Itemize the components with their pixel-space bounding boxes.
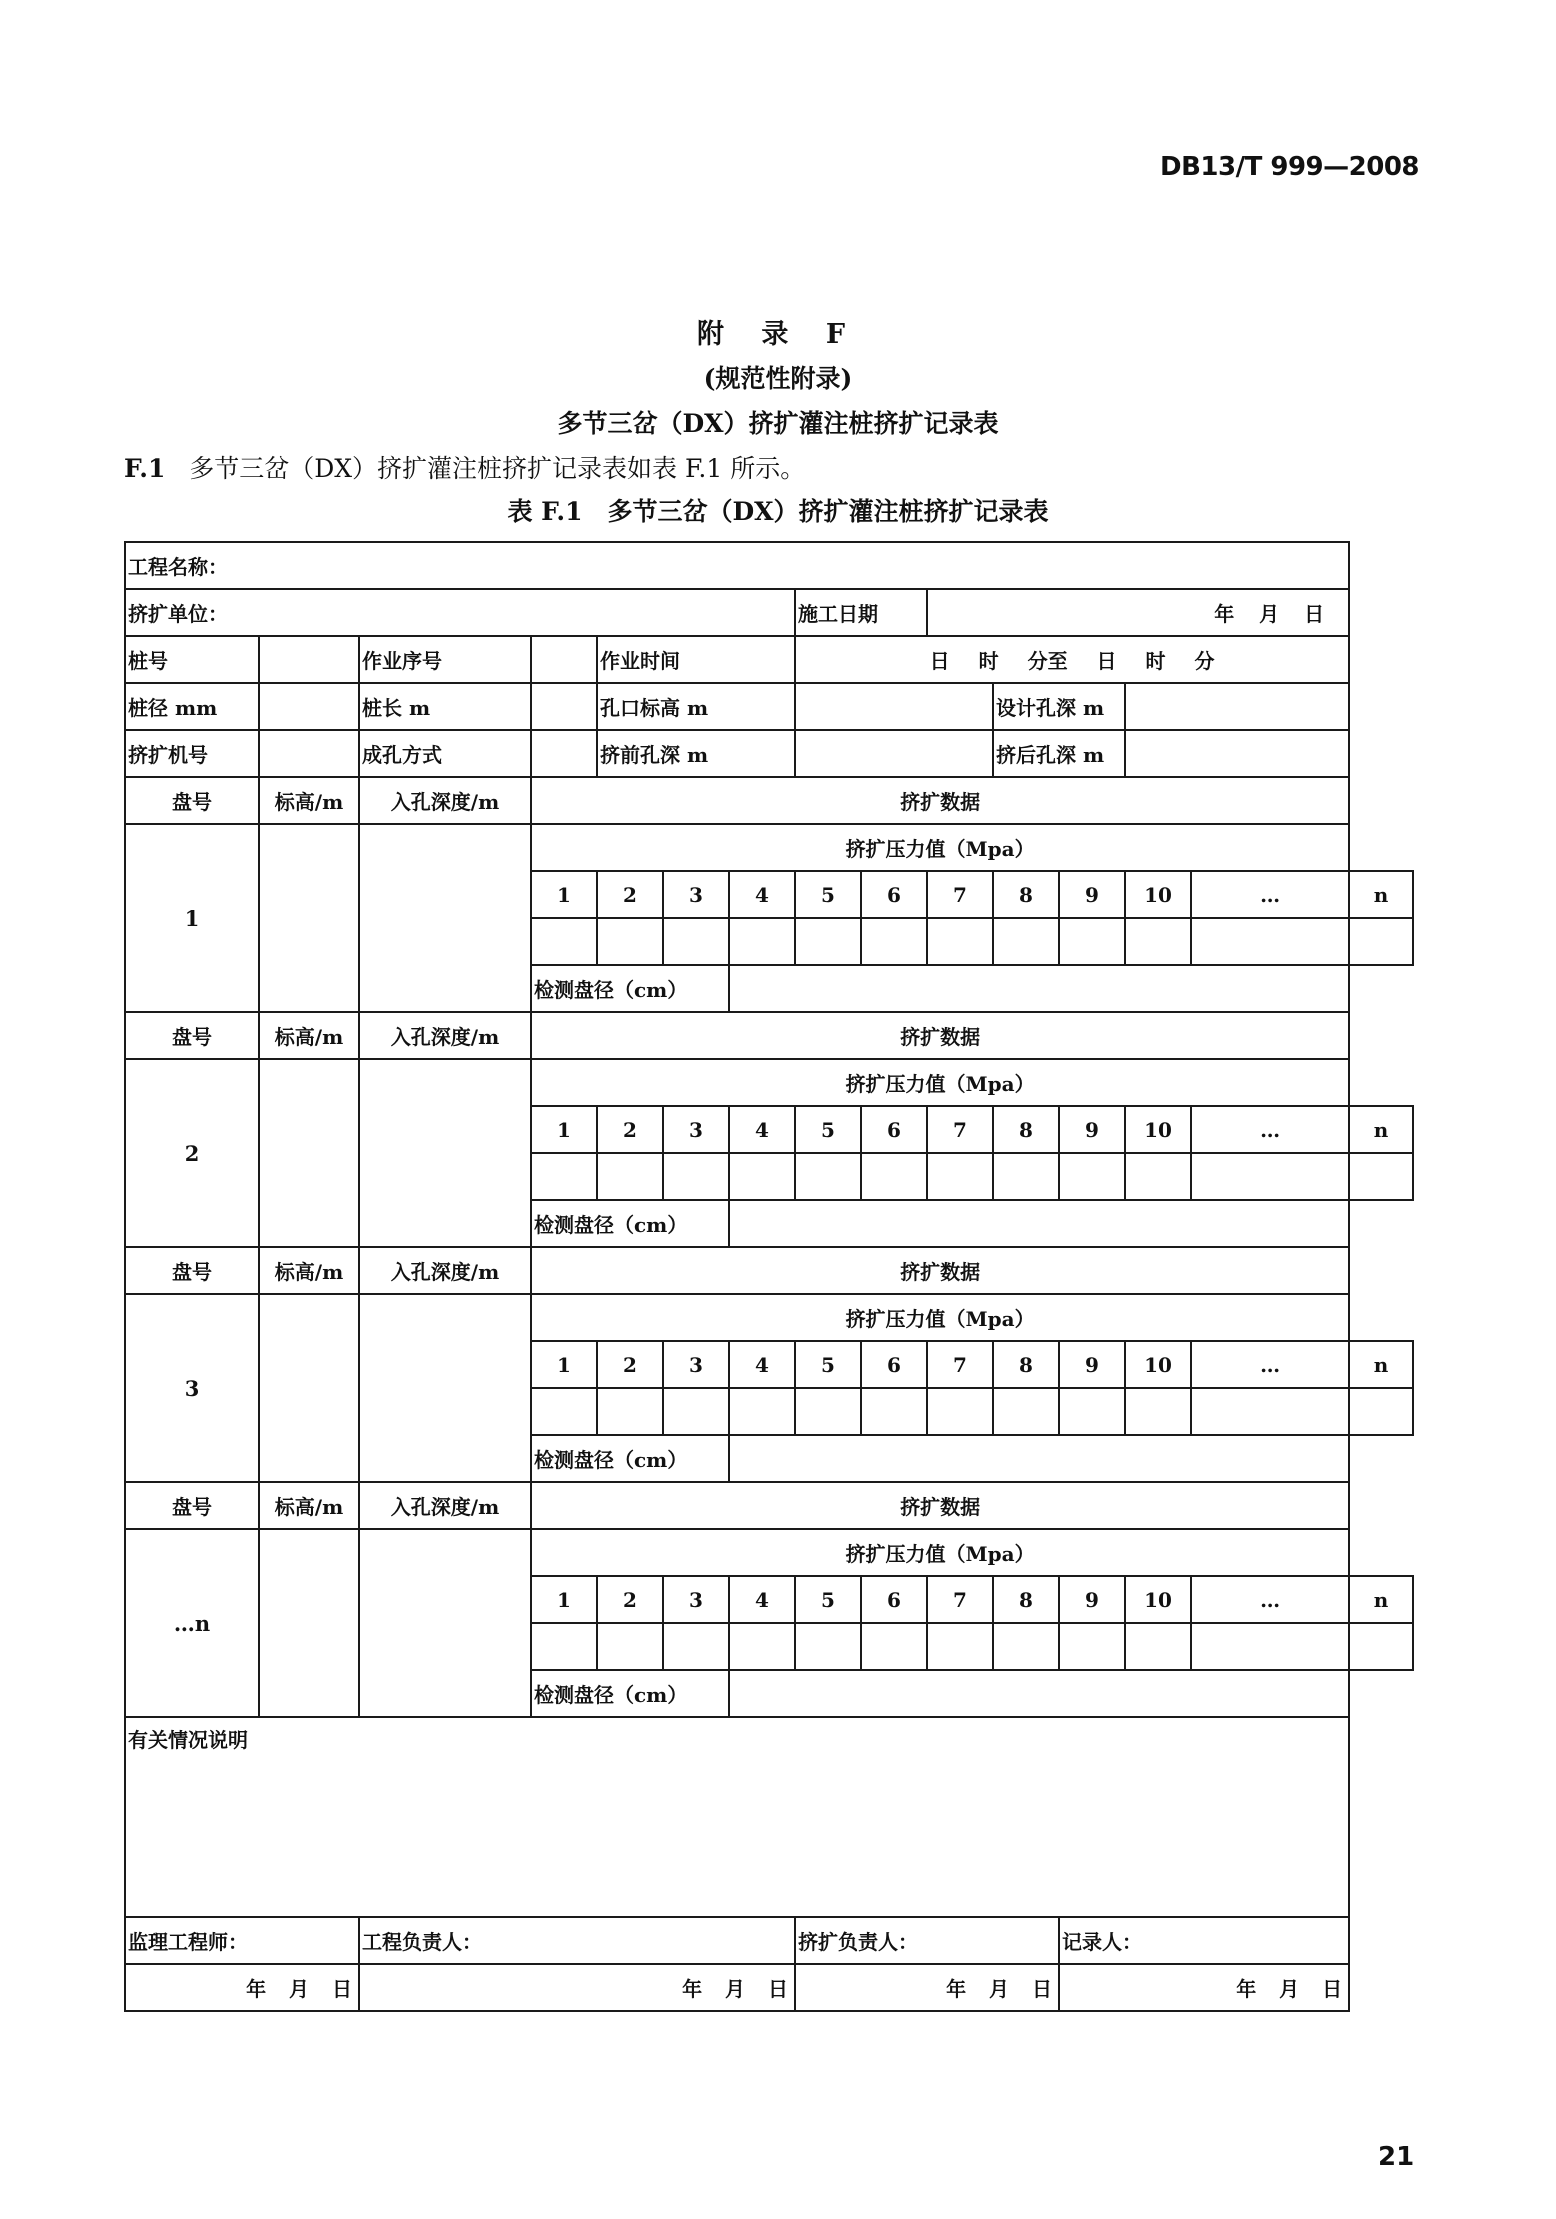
pressure-col-header: 7 xyxy=(927,1576,993,1623)
work-seq-field[interactable] xyxy=(531,636,597,683)
measured-diameter-field[interactable] xyxy=(729,1670,1349,1717)
segment-header-row xyxy=(125,777,1413,824)
pressure-col-header: 9 xyxy=(1059,1576,1125,1623)
machine-no-field[interactable] xyxy=(259,730,359,777)
pile-no-row xyxy=(125,636,1413,683)
pressure-col-header: 10 xyxy=(1125,1106,1191,1153)
signature-role[interactable]: 记录人： xyxy=(1059,1917,1349,1964)
squeeze-data-header: 挤扩数据 xyxy=(531,1012,1349,1059)
depth-header: 入孔深度/m xyxy=(359,777,531,824)
elevation-field[interactable] xyxy=(259,1529,359,1717)
hole-method-label: 成孔方式 xyxy=(359,730,531,777)
pile-diameter-row xyxy=(125,683,1413,730)
pressure-col-header: 1 xyxy=(531,1576,597,1623)
pressure-col-header: … xyxy=(1191,1341,1349,1388)
signature-role-row xyxy=(125,1917,1413,1964)
pressure-col-header: 3 xyxy=(663,871,729,918)
segment-header-row xyxy=(125,1482,1413,1529)
pressure-col-header: 6 xyxy=(861,1341,927,1388)
pressure-col-header: … xyxy=(1191,871,1349,918)
pressure-value-cell[interactable] xyxy=(663,1153,729,1200)
squeeze-unit-field[interactable]: 挤扩单位： xyxy=(125,589,795,636)
pressure-title: 挤扩压力值（Mpa） xyxy=(531,824,1349,871)
pressure-col-header: 9 xyxy=(1059,1106,1125,1153)
pressure-value-cell[interactable] xyxy=(1059,1623,1125,1670)
appendix-main-title: 多节三岔（DX）挤扩灌注桩挤扩记录表 xyxy=(557,409,999,438)
pressure-col-header: 6 xyxy=(861,1106,927,1153)
pressure-col-header: n xyxy=(1349,1341,1413,1388)
depth-field[interactable] xyxy=(359,824,531,1012)
pressure-value-cell[interactable] xyxy=(531,1623,597,1670)
pressure-col-header: 8 xyxy=(993,1576,1059,1623)
pressure-title: 挤扩压力值（Mpa） xyxy=(531,1529,1349,1576)
pressure-value-cell[interactable] xyxy=(1191,1388,1349,1435)
disk-no-value: 2 xyxy=(125,1059,259,1247)
pile-diameter-label: 桩径 mm xyxy=(125,683,259,730)
pressure-value-cell[interactable] xyxy=(1125,1388,1191,1435)
elevation-field[interactable] xyxy=(259,1294,359,1482)
pressure-value-cell[interactable] xyxy=(1349,1623,1413,1670)
pressure-value-cell[interactable] xyxy=(993,1388,1059,1435)
pressure-value-cell[interactable] xyxy=(927,1388,993,1435)
pressure-col-header: 9 xyxy=(1059,871,1125,918)
pressure-col-header: n xyxy=(1349,1576,1413,1623)
disk-no-value: …n xyxy=(125,1529,259,1717)
work-seq-label: 作业序号 xyxy=(359,636,531,683)
pressure-col-header: 8 xyxy=(993,1106,1059,1153)
machine-no-label: 挤扩机号 xyxy=(125,730,259,777)
pressure-value-cell[interactable] xyxy=(597,1153,663,1200)
pressure-value-cell[interactable] xyxy=(531,1388,597,1435)
pressure-value-cell[interactable] xyxy=(597,918,663,965)
pressure-col-header: 7 xyxy=(927,871,993,918)
pressure-title-row xyxy=(125,1294,1413,1341)
machine-row xyxy=(125,730,1413,777)
project-name-field[interactable]: 工程名称： xyxy=(125,542,1349,589)
pressure-col-header: 2 xyxy=(597,871,663,918)
pressure-col-header: … xyxy=(1191,1106,1349,1153)
pressure-col-header: … xyxy=(1191,1576,1349,1623)
pressure-col-header: 1 xyxy=(531,1341,597,1388)
pressure-value-cell[interactable] xyxy=(663,918,729,965)
pressure-value-cell[interactable] xyxy=(1059,1153,1125,1200)
depth-field[interactable] xyxy=(359,1294,531,1482)
unit-row xyxy=(125,589,1413,636)
pressure-value-cell[interactable] xyxy=(795,1388,861,1435)
design-depth-field[interactable] xyxy=(1125,683,1349,730)
remarks-field[interactable]: 有关情况说明 xyxy=(125,1717,1349,1917)
elevation-header: 标高/m xyxy=(259,1247,359,1294)
elevation-field[interactable] xyxy=(259,824,359,1012)
pressure-value-cell[interactable] xyxy=(861,918,927,965)
signature-date[interactable]: 年 月 日 xyxy=(359,1964,795,2011)
pressure-col-header: 9 xyxy=(1059,1341,1125,1388)
pressure-value-cell[interactable] xyxy=(795,918,861,965)
pressure-col-header: 10 xyxy=(1125,1576,1191,1623)
pressure-value-cell[interactable] xyxy=(531,918,597,965)
squeeze-data-header: 挤扩数据 xyxy=(531,1247,1349,1294)
pressure-value-cell[interactable] xyxy=(795,1153,861,1200)
pressure-col-header: 3 xyxy=(663,1106,729,1153)
pressure-value-cell[interactable] xyxy=(927,918,993,965)
pressure-value-cell[interactable] xyxy=(729,1623,795,1670)
depth-field[interactable] xyxy=(359,1059,531,1247)
segment-header-row xyxy=(125,1012,1413,1059)
pre-depth-field[interactable] xyxy=(795,730,993,777)
pressure-col-header: 6 xyxy=(861,871,927,918)
pressure-col-header: 7 xyxy=(927,1106,993,1153)
page-number: 21 xyxy=(1378,2142,1415,2172)
disk-no-value: 3 xyxy=(125,1294,259,1482)
squeeze-data-header: 挤扩数据 xyxy=(531,1482,1349,1529)
pressure-value-cell[interactable] xyxy=(993,1623,1059,1670)
pressure-col-header: 4 xyxy=(729,1341,795,1388)
pressure-col-header: 3 xyxy=(663,1341,729,1388)
pressure-col-header: 4 xyxy=(729,871,795,918)
pressure-title: 挤扩压力值（Mpa） xyxy=(531,1059,1349,1106)
pressure-col-header: 2 xyxy=(597,1341,663,1388)
measured-diameter-label: 检测盘径（cm） xyxy=(531,1200,729,1247)
pressure-value-cell[interactable] xyxy=(861,1388,927,1435)
pressure-col-header: 8 xyxy=(993,1341,1059,1388)
work-time-label: 作业时间 xyxy=(597,636,795,683)
pressure-col-header: 4 xyxy=(729,1106,795,1153)
construction-date-field[interactable]: 年 月 日 xyxy=(927,589,1349,636)
hole-method-field[interactable] xyxy=(531,730,597,777)
pressure-col-header: 10 xyxy=(1125,1341,1191,1388)
measured-diameter-field[interactable] xyxy=(729,1435,1349,1482)
measured-diameter-label: 检测盘径（cm） xyxy=(531,965,729,1012)
pressure-value-cell[interactable] xyxy=(993,918,1059,965)
depth-header: 入孔深度/m xyxy=(359,1012,531,1059)
pressure-col-header: 5 xyxy=(795,871,861,918)
pressure-value-cell[interactable] xyxy=(729,1153,795,1200)
pressure-value-cell[interactable] xyxy=(597,1623,663,1670)
pressure-col-header: 5 xyxy=(795,1576,861,1623)
pressure-value-cell[interactable] xyxy=(1349,918,1413,965)
pressure-col-header: 10 xyxy=(1125,871,1191,918)
disk-no-header: 盘号 xyxy=(125,777,259,824)
post-depth-field[interactable] xyxy=(1125,730,1349,777)
pressure-value-cell[interactable] xyxy=(663,1388,729,1435)
disk-no-value: 1 xyxy=(125,824,259,1012)
pressure-value-cell[interactable] xyxy=(927,1153,993,1200)
measured-diameter-field[interactable] xyxy=(729,965,1349,1012)
pressure-value-cell[interactable] xyxy=(729,1388,795,1435)
pressure-value-cell[interactable] xyxy=(1125,918,1191,965)
signature-date[interactable]: 年 月 日 xyxy=(125,1964,359,2011)
pressure-col-header: 4 xyxy=(729,1576,795,1623)
pressure-col-header: 2 xyxy=(597,1106,663,1153)
disk-no-header: 盘号 xyxy=(125,1247,259,1294)
pressure-value-cell[interactable] xyxy=(1191,918,1349,965)
segment-header-row xyxy=(125,1247,1413,1294)
pressure-value-cell[interactable] xyxy=(927,1623,993,1670)
pressure-value-cell[interactable] xyxy=(729,918,795,965)
signature-role[interactable]: 监理工程师： xyxy=(125,1917,359,1964)
pressure-value-cell[interactable] xyxy=(1125,1623,1191,1670)
pressure-col-header: n xyxy=(1349,1106,1413,1153)
pressure-col-header: 2 xyxy=(597,1576,663,1623)
measured-diameter-field[interactable] xyxy=(729,1200,1349,1247)
pile-no-field[interactable] xyxy=(259,636,359,683)
pressure-title-row xyxy=(125,1059,1413,1106)
normative-label: (规范性附录) xyxy=(703,364,853,393)
pressure-value-cell[interactable] xyxy=(861,1623,927,1670)
appendix-title: 附 录 F xyxy=(697,319,859,350)
measured-diameter-label: 检测盘径（cm） xyxy=(531,1670,729,1717)
pressure-col-header: 8 xyxy=(993,871,1059,918)
pressure-value-cell[interactable] xyxy=(795,1623,861,1670)
construction-date-label: 施工日期 xyxy=(795,589,927,636)
pre-depth-label: 挤前孔深 m xyxy=(597,730,795,777)
pressure-col-header: 5 xyxy=(795,1341,861,1388)
pressure-col-header: 7 xyxy=(927,1341,993,1388)
pile-diameter-field[interactable] xyxy=(259,683,359,730)
pile-no-label: 桩号 xyxy=(125,636,259,683)
pressure-value-cell[interactable] xyxy=(993,1153,1059,1200)
pressure-value-cell[interactable] xyxy=(1059,1388,1125,1435)
pressure-value-cell[interactable] xyxy=(1349,1388,1413,1435)
elevation-header: 标高/m xyxy=(259,777,359,824)
pressure-value-cell[interactable] xyxy=(1349,1153,1413,1200)
pressure-value-cell[interactable] xyxy=(861,1153,927,1200)
disk-no-header: 盘号 xyxy=(125,1012,259,1059)
intro-text: 多节三岔（DX）挤扩灌注桩挤扩记录表如表 F.1 所示。 xyxy=(189,454,806,483)
pressure-value-cell[interactable] xyxy=(1125,1153,1191,1200)
signature-date[interactable]: 年 月 日 xyxy=(795,1964,1059,2011)
table-caption: 表 F.1 多节三岔（DX）挤扩灌注桩挤扩记录表 xyxy=(507,497,1049,526)
pile-length-field[interactable] xyxy=(531,683,597,730)
signature-role[interactable]: 挤扩负责人： xyxy=(795,1917,1059,1964)
disk-no-header: 盘号 xyxy=(125,1482,259,1529)
pressure-col-header: n xyxy=(1349,871,1413,918)
intro-number: F.1 xyxy=(124,454,166,483)
pressure-col-header: 5 xyxy=(795,1106,861,1153)
pressure-value-cell[interactable] xyxy=(531,1153,597,1200)
depth-header: 入孔深度/m xyxy=(359,1482,531,1529)
pressure-value-cell[interactable] xyxy=(1191,1153,1349,1200)
elevation-header: 标高/m xyxy=(259,1012,359,1059)
pressure-col-header: 6 xyxy=(861,1576,927,1623)
pressure-value-cell[interactable] xyxy=(663,1623,729,1670)
project-name-row xyxy=(125,542,1413,589)
pressure-col-header: 3 xyxy=(663,1576,729,1623)
pressure-title-row xyxy=(125,824,1413,871)
depth-field[interactable] xyxy=(359,1529,531,1717)
pile-length-label: 桩长 m xyxy=(359,683,531,730)
intro-paragraph xyxy=(124,449,805,485)
elevation-field[interactable] xyxy=(259,1059,359,1247)
standard-code: DB13/T 999—2008 xyxy=(1160,152,1419,182)
depth-header: 入孔深度/m xyxy=(359,1247,531,1294)
signature-role[interactable]: 工程负责人： xyxy=(359,1917,795,1964)
hole-elevation-label: 孔口标高 m xyxy=(597,683,795,730)
pressure-col-header: 1 xyxy=(531,1106,597,1153)
squeeze-data-header: 挤扩数据 xyxy=(531,777,1349,824)
work-time-field[interactable]: 日 时 分至 日 时 分 xyxy=(795,636,1349,683)
pressure-value-cell[interactable] xyxy=(597,1388,663,1435)
elevation-header: 标高/m xyxy=(259,1482,359,1529)
pressure-title-row xyxy=(125,1529,1413,1576)
pressure-col-header: 1 xyxy=(531,871,597,918)
pressure-value-cell[interactable] xyxy=(1191,1623,1349,1670)
signature-date[interactable]: 年 月 日 xyxy=(1059,1964,1349,2011)
remarks-row xyxy=(125,1717,1413,1917)
squeeze-record-table xyxy=(124,541,1414,2012)
signature-date-row xyxy=(125,1964,1413,2011)
hole-elevation-field[interactable] xyxy=(795,683,993,730)
post-depth-label: 挤后孔深 m xyxy=(993,730,1125,777)
design-depth-label: 设计孔深 m xyxy=(993,683,1125,730)
pressure-title: 挤扩压力值（Mpa） xyxy=(531,1294,1349,1341)
measured-diameter-label: 检测盘径（cm） xyxy=(531,1435,729,1482)
pressure-value-cell[interactable] xyxy=(1059,918,1125,965)
